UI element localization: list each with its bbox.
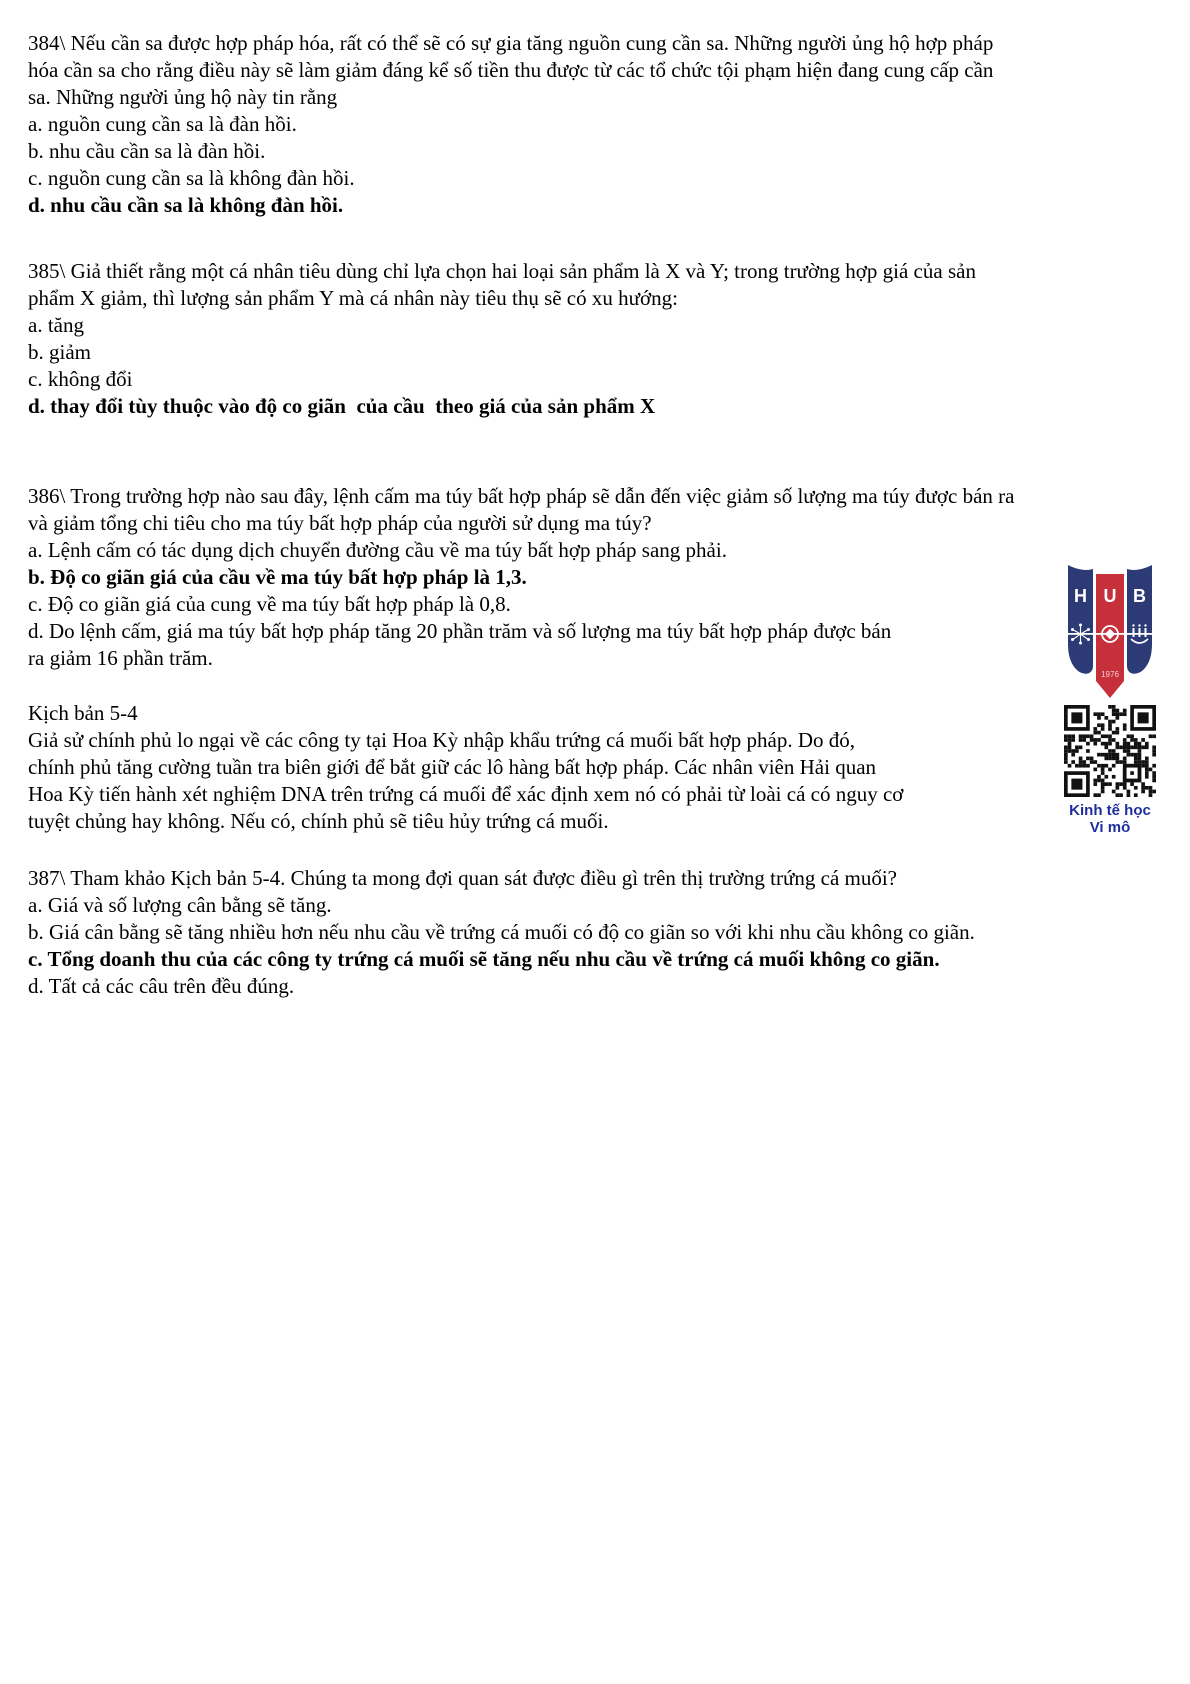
option-d-answer: d. nhu cầu cần sa là không đàn hồi. (28, 193, 344, 217)
question-384 (28, 30, 1168, 219)
question-stem-line: 386\ Trong trường hợp nào sau đây, lệnh cấm ma túy bất hợp pháp sẽ dẫn đến việc giảm số lượng ma túy được bán ra (28, 484, 1015, 508)
hub-year: 1976 (1101, 670, 1119, 679)
hub-logo-left-panel (1068, 565, 1093, 674)
option-d: d. Tất cả các câu trên đều đúng. (28, 974, 295, 998)
brand-caption-line1: Kinh tế học (1069, 802, 1151, 819)
qr-code (1064, 705, 1156, 797)
question-stem-line: sa. Những người ủng hộ này tin rằng (28, 85, 338, 109)
option-d: d. Do lệnh cấm, giá ma túy bất hợp pháp tăng 20 phần trăm và số lượng ma túy bất hợp pháp được bán (28, 619, 892, 643)
option-a: a. Giá và số lượng cân bằng sẽ tăng. (28, 893, 332, 917)
hub-letter-h: H (1074, 586, 1087, 606)
option-a: a. tăng (28, 313, 84, 337)
option-a: a. Lệnh cấm có tác dụng dịch chuyển đường cầu về ma túy bất hợp pháp sang phải. (28, 538, 727, 562)
scenario-title: Kịch bản 5-4 (28, 701, 138, 725)
hub-logo-right-panel (1127, 565, 1152, 674)
scenario-line: chính phủ tăng cường tuần tra biên giới để bắt giữ các lô hàng bất hợp pháp. Các nhân viên Hải quan (28, 755, 877, 779)
option-b: b. Giá cân bằng sẽ tăng nhiều hơn nếu nhu cầu về trứng cá muối có độ co giãn so với khi nhu cầu không co giãn. (28, 920, 975, 944)
scenario-line: tuyệt chủng hay không. Nếu có, chính phủ sẽ tiêu hủy trứng cá muối. (28, 809, 609, 833)
scenario-5-4 (28, 700, 1168, 835)
hub-letter-u: U (1103, 586, 1117, 606)
question-stem-line: 384\ Nếu cần sa được hợp pháp hóa, rất có thể sẽ có sự gia tăng nguồn cung cần sa. Những người ủng hộ hợp pháp (28, 31, 994, 55)
option-d-continuation: ra giảm 16 phần trăm. (28, 646, 213, 670)
option-d-answer: d. thay đổi tùy thuộc vào độ co giãn của cầu theo giá của sản phẩm X (28, 394, 656, 418)
question-stem-line: phẩm X giảm, thì lượng sản phẩm Y mà cá nhân này tiêu thụ sẽ có xu hướng: (28, 286, 678, 310)
scenario-line: Giả sử chính phủ lo ngại về các công ty tại Hoa Kỳ nhập khẩu trứng cá muối bất hợp pháp. Do đó, (28, 728, 856, 752)
hub-logo (1066, 562, 1154, 698)
option-b: b. nhu cầu cần sa là đàn hồi. (28, 139, 266, 163)
question-stem-line: 385\ Giả thiết rằng một cá nhân tiêu dùng chỉ lựa chọn hai loại sản phẩm là X và Y; trong trường hợp giá của sản (28, 259, 976, 283)
question-stem-line: 387\ Tham khảo Kịch bản 5-4. Chúng ta mong đợi quan sát được điều gì trên thị trường trứng cá muối? (28, 866, 897, 890)
brand-caption-line2: Vi mô (1089, 819, 1131, 836)
option-a: a. nguồn cung cần sa là đàn hồi. (28, 112, 297, 136)
option-c: c. Độ co giãn giá của cung về ma túy bất hợp pháp là 0,8. (28, 592, 511, 616)
brand-caption (1058, 802, 1162, 836)
scenario-line: Hoa Kỳ tiến hành xét nghiệm DNA trên trứng cá muối để xác định xem nó có phải từ loài cá có nguy cơ (28, 782, 904, 806)
option-b-answer: b. Độ co giãn giá của cầu về ma túy bất hợp pháp là 1,3. (28, 565, 527, 589)
option-c: c. không đổi (28, 367, 133, 391)
hub-letter-b: B (1133, 586, 1146, 606)
question-386 (28, 483, 1168, 672)
option-b: b. giảm (28, 340, 91, 364)
question-385 (28, 258, 1168, 420)
question-stem-line: hóa cần sa cho rằng điều này sẽ làm giảm đáng kể số tiền thu được từ các tổ chức tội phạm hiện đang cung cấp cần (28, 58, 994, 82)
question-387 (28, 865, 1168, 1000)
option-c-answer: c. Tổng doanh thu của các công ty trứng cá muối sẽ tăng nếu nhu cầu về trứng cá muối không co giãn. (28, 947, 940, 971)
brand-block (1058, 562, 1162, 836)
option-c: c. nguồn cung cần sa là không đàn hồi. (28, 166, 355, 190)
question-stem-line: và giảm tổng chi tiêu cho ma túy bất hợp pháp của người sử dụng ma túy? (28, 511, 652, 535)
document-body (28, 30, 1168, 1000)
